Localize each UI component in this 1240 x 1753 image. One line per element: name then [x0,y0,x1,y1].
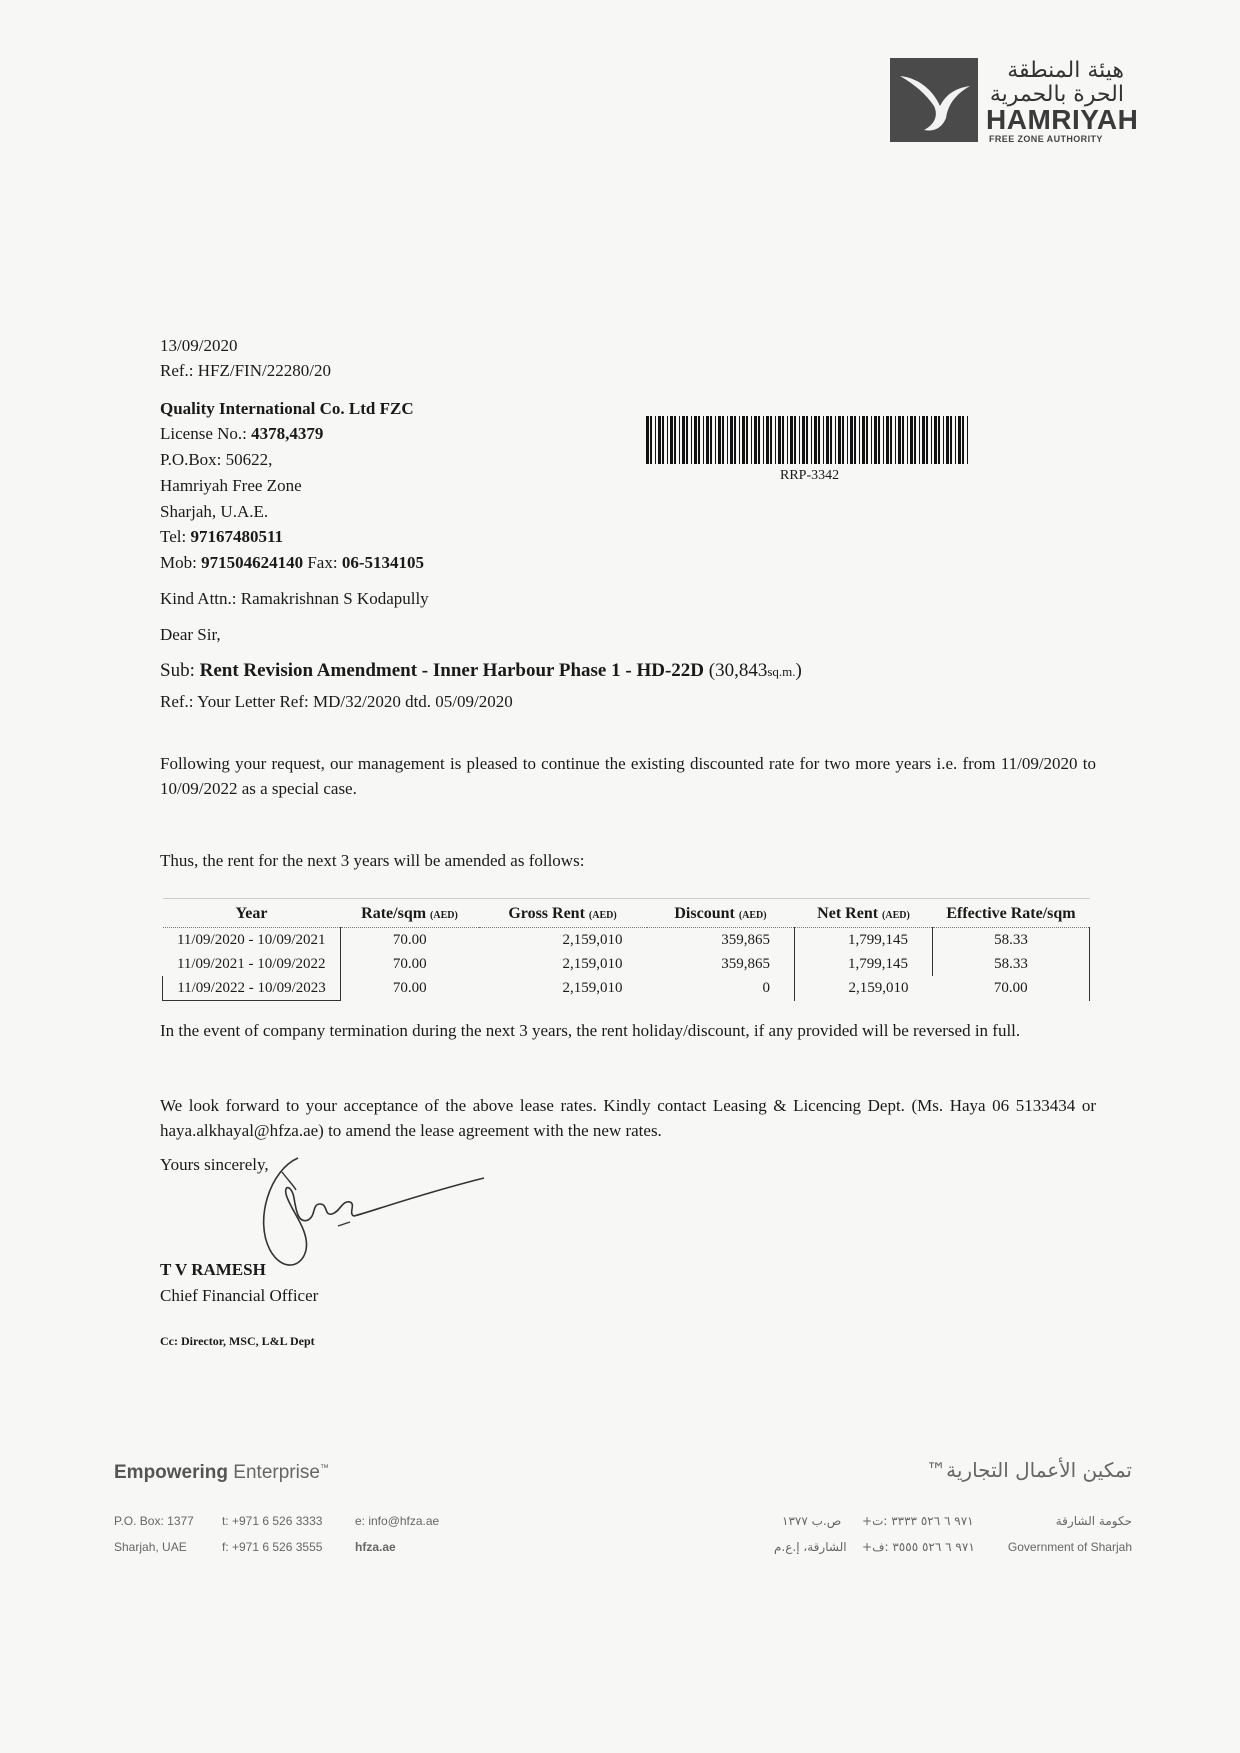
barcode-bar [955,416,956,464]
footer-tel: t: +971 6 526 3333 [222,1514,323,1528]
barcode-bar [703,416,704,464]
barcode-bar [823,416,824,464]
subject-close: ) [795,660,802,681]
company-name: Quality International Co. Ltd FZC [160,399,414,418]
footer-email: e: info@hfza.ae [355,1514,440,1528]
subject-line [160,660,802,682]
barcode-bar [691,416,692,464]
paragraph-4: We look forward to your acceptance of the above lease rates. Kindly contact Leasing & Licencing Dept. (Ms. Haya 06 5133434 or haya.alkhayal@hfza.ae) to amend the lease agreement with the new rates. [160,1096,1096,1140]
barcode-bar [854,416,856,464]
cc-line: Cc: Director, MSC, L&L Dept [160,1334,315,1348]
cell-rate: 70.00 [392,931,427,948]
barcode-bar [799,416,800,464]
barcode-bar [794,416,796,464]
barcode-bar [835,416,836,464]
barcode [646,416,972,464]
subject-unit: sq.m. [767,664,796,679]
subject-prefix: Sub: [160,660,200,681]
footer-slogan [114,1462,329,1484]
header-discount: Discount (AED) [647,899,795,928]
logo-arabic-line2: الحرة بالحمرية [989,82,1124,107]
footer-gov: Government of Sharjah [1007,1540,1132,1554]
table-row [163,952,1090,976]
barcode-bar [950,416,952,464]
license-value: 4378,4379 [251,424,324,443]
table-row [163,976,1090,1001]
barcode-bar [883,416,884,464]
barcode-bar [818,416,820,464]
mob-label: Mob: [160,553,202,572]
mob-fax-line [160,550,424,576]
barcode-bar [878,416,880,464]
barcode-bar [778,416,781,464]
barcode-bar [902,416,904,464]
barcode-bar [682,416,685,464]
barcode-bar [766,416,769,464]
footer-ar-fax: +٩٧١ ٦ ٥٢٦ ٣٥٥٥ :ف [862,1540,975,1554]
hamriyah-logo [890,58,1139,146]
header-effective: Effective Rate/sqm [933,899,1090,928]
barcode-bar [874,416,877,464]
footer-city: Sharjah, UAE [114,1540,187,1554]
barcode-bar [746,416,748,464]
barcode-bar [862,416,865,464]
bird-logo-icon [890,58,978,142]
logo-name: HAMRIYAH [986,104,1139,135]
slogan-tm: ™ [319,1462,329,1473]
footer-ar-gov: حكومة الشارقة [1055,1514,1132,1528]
barcode-bar [658,416,661,464]
barcode-bar [718,416,721,464]
logo-arabic-line1: هيئة المنطقة [1007,58,1124,83]
barcode-bar [866,416,868,464]
barcode-bar [646,416,649,464]
paragraph-1: Following your request, our management is pleased to continue the existing discounted rate for two more years i.e. from 11/09/2020 to 10/09/2022 as a special case. [160,754,1096,798]
footer-pobox: P.O. Box: 1377 [114,1514,194,1528]
cell-rate: 70.00 [392,955,427,972]
barcode-bar [686,416,688,464]
barcode-bar [706,416,709,464]
barcode-bar [754,416,757,464]
city-line: Sharjah, U.A.E. [160,502,269,521]
barcode-bar [938,416,940,464]
barcode-bar [859,416,860,464]
subject-title: Rent Revision Amendment - Inner Harbour Phase 1 - HD-22D [199,660,704,681]
barcode-bar [674,416,676,464]
paragraph-2: Thus, the rent for the next 3 years will be amended as follows: [160,851,585,870]
barcode-bar [655,416,656,464]
barcode-bar [946,416,949,464]
barcode-bar [931,416,932,464]
barcode-bar [727,416,728,464]
cell-year: 11/09/2022 - 10/09/2023 [163,976,341,1001]
barcode-bar [790,416,793,464]
barcode-bar [763,416,764,464]
barcode-bar [758,416,760,464]
barcode-bar [967,416,968,464]
header-net: Net Rent (AED) [795,899,933,928]
license-line [160,421,323,447]
barcode-bar [694,416,697,464]
barcode-bar [715,416,716,464]
barcode-bar [787,416,788,464]
barcode-bar [806,416,808,464]
table-row [163,928,1090,953]
closing: Yours sincerely, [160,1155,269,1174]
subject-ref: Ref.: Your Letter Ref: MD/32/2020 dtd. 05/09/2020 [160,692,513,711]
barcode-bar [670,416,673,464]
pobox-line: P.O.Box: 50622, [160,450,273,469]
attention-line: Kind Attn.: Ramakrishnan S Kodapully [160,589,429,608]
letter-ref: Ref.: HFZ/FIN/22280/20 [160,361,331,380]
cell-net: 1,799,145 [795,952,933,976]
tel-line [160,524,283,550]
fax-label: Fax: [303,553,342,572]
cell-gross: 2,159,010 [562,979,623,996]
barcode-bar [811,416,812,464]
barcode-bar [919,416,920,464]
tel-label: Tel: [160,527,191,546]
cell-effective: 70.00 [933,976,1090,1001]
footer-fax: f: +971 6 526 3555 [222,1540,323,1554]
footer-arabic-slogan: تمكين الأعمال التجارية™ [926,1458,1132,1482]
barcode-bar [710,416,712,464]
logo-subtitle: FREE ZONE AUTHORITY [989,134,1103,144]
barcode-bar [802,416,805,464]
header-gross: Gross Rent (AED) [479,899,647,928]
table-header-row [163,899,1090,928]
barcode-bar [826,416,829,464]
mob-value: 971504624140 [201,553,304,572]
barcode-bar [679,416,680,464]
footer-ar-city: الشارقة، إ.ع.م [774,1540,847,1554]
footer-ar-tel: +٩٧١ ٦ ٥٢٦ ٣٣٣٣ :ت [862,1514,974,1528]
paragraph-3: In the event of company termination during the next 3 years, the rent holiday/discount, if any provided will be reversed in full. [160,1021,1021,1040]
slogan-light: Enterprise [228,1462,320,1483]
barcode-bar [847,416,848,464]
barcode-bar [842,416,844,464]
barcode-bar [907,416,908,464]
fax-value: 06-5134105 [341,553,424,572]
barcode-bar [962,416,964,464]
barcode-bar [782,416,784,464]
barcode-bar [898,416,901,464]
signer-name: T V RAMESH [160,1260,266,1279]
barcode-bar [943,416,944,464]
barcode-bar [871,416,872,464]
slogan-bold: Empowering [114,1462,229,1483]
cell-year: 11/09/2021 - 10/09/2022 [163,952,341,976]
cell-net: 2,159,010 [848,979,909,996]
barcode-bar [895,416,896,464]
cell-discount: 359,865 [647,952,795,976]
barcode-bar [886,416,889,464]
cell-net: 1,799,145 [795,928,933,953]
barcode-bar [838,416,841,464]
barcode-bar [734,416,736,464]
cell-rate: 70.00 [392,979,427,996]
barcode-bar [934,416,937,464]
cell-discount: 359,865 [647,928,795,953]
barcode-bar [650,416,652,464]
barcode-bar [775,416,776,464]
barcode-bar [751,416,752,464]
subject-area: (30,843 [704,660,768,681]
barcode-bar [830,416,832,464]
barcode-bar [739,416,740,464]
barcode-label: RRP-3342 [780,468,840,483]
barcode-bar [926,416,928,464]
signature [250,1150,490,1280]
signer-title: Chief Financial Officer [160,1286,319,1305]
barcode-bar [910,416,913,464]
cell-year: 11/09/2020 - 10/09/2021 [163,928,341,953]
zone-line: Hamriyah Free Zone [160,476,302,495]
barcode-bar [850,416,853,464]
barcode-bar [698,416,700,464]
license-label: License No.: [160,424,252,443]
barcode-bar [770,416,772,464]
letter-date: 13/09/2020 [160,336,238,355]
barcode-bar [914,416,916,464]
footer-ar-pobox: ص.ب ١٣٧٧ [782,1514,842,1528]
footer-web: hfza.ae [355,1540,396,1554]
tel-value: 97167480511 [190,527,284,546]
cell-effective: 58.33 [933,952,1090,976]
header-year: Year [163,899,341,928]
cell-effective: 58.33 [933,928,1090,953]
barcode-bar [958,416,961,464]
barcode-bar [667,416,668,464]
cell-gross: 2,159,010 [562,931,623,948]
barcode-bar [890,416,892,464]
barcode-bar [662,416,664,464]
barcode-bar [722,416,724,464]
cell-discount: 0 [647,976,795,1001]
barcode-bar [730,416,733,464]
cell-gross: 2,159,010 [562,955,623,972]
barcode-bar [814,416,817,464]
barcode-bar [742,416,745,464]
barcode-bar [922,416,925,464]
header-rate: Rate/sqm (AED) [341,899,479,928]
rent-table [162,898,1090,1001]
salutation: Dear Sir, [160,625,221,644]
